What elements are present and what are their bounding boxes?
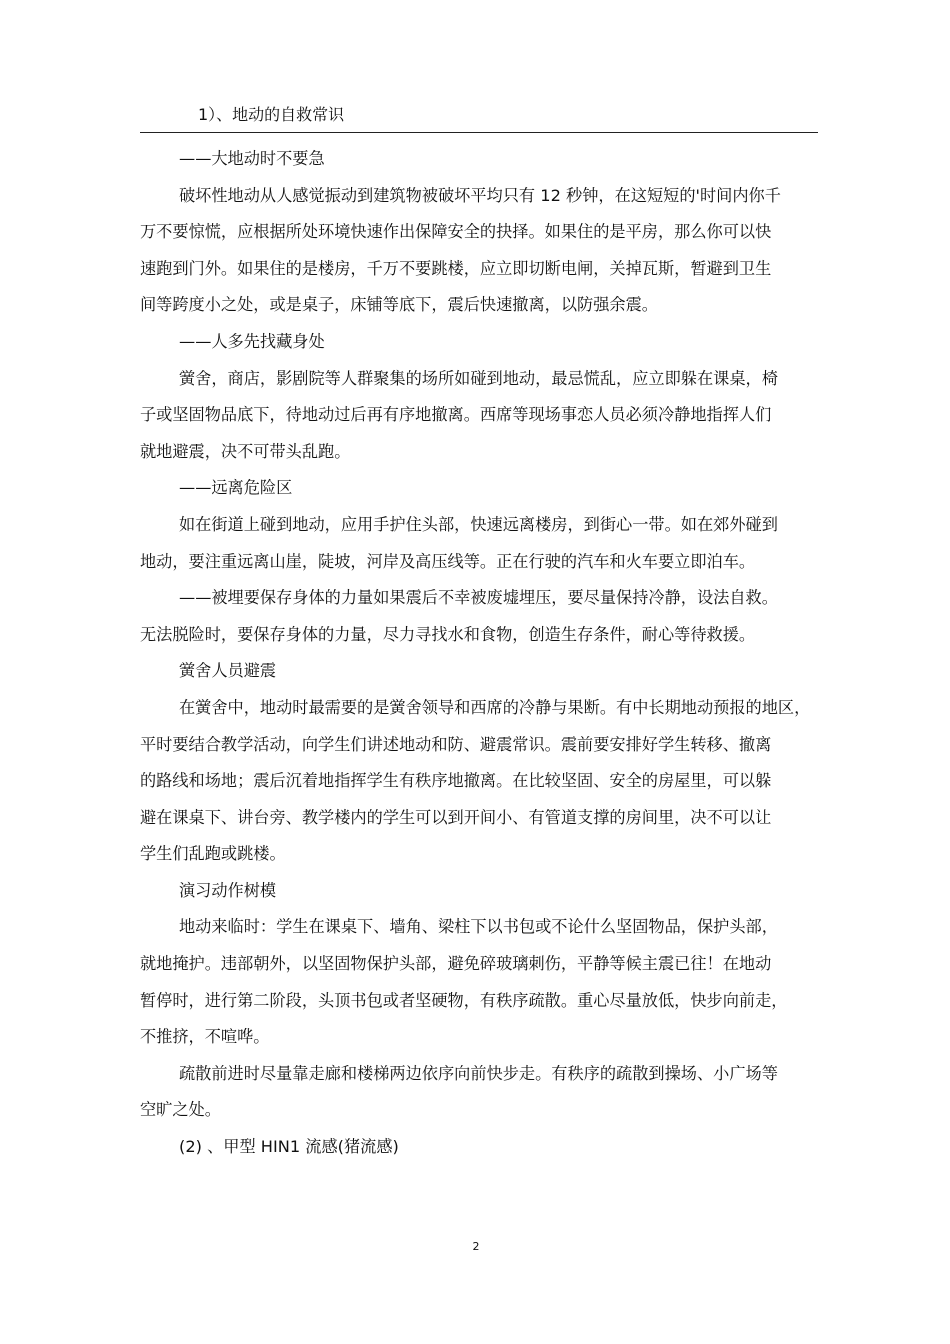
text-line: 空旷之处。 xyxy=(140,1100,221,1120)
text-line: 疏散前进时尽量靠走廊和楼梯两边依序向前快步走。有秩序的疏散到操场、小广场等 xyxy=(179,1063,778,1083)
text-line: 演习动作树模 xyxy=(179,880,277,900)
text-line: 的路线和场地；震后沉着地指挥学生有秩序地撤离。在比较坚固、安全的房屋里，可以躲 xyxy=(140,771,772,791)
body-text xyxy=(140,141,820,1166)
text-line: 黉舍人员避震 xyxy=(179,661,277,681)
text-line: 就地避震，决不可带头乱跑。 xyxy=(140,441,351,461)
text-line: 地动，要注重远离山崖，陡坡，河岸及高压线等。正在行驶的汽车和火车要立即泊车。 xyxy=(140,551,756,571)
header-rule xyxy=(140,132,818,133)
text-line: ——远离危险区 xyxy=(179,478,293,498)
text-line: 间等跨度小之处，或是桌子，床铺等底下，震后快速撤离，以防强余震。 xyxy=(140,295,658,315)
header-title: 1）、地动的自救常识 xyxy=(198,105,345,124)
text-line: (2) 、甲型 HIN1 流感(猪流感) xyxy=(179,1137,399,1157)
text-line: 万不要惊慌，应根据所处环境快速作出保障安全的抉择。如果住的是平房，那么你可以快 xyxy=(140,222,772,242)
text-line: 不推挤，不喧哗。 xyxy=(140,1027,270,1047)
text-line: 在黉舍中，地动时最需要的是黉舍领导和西席的冷静与果断。有中长期地动预报的地区， xyxy=(179,697,811,717)
text-line: 速跑到门外。如果住的是楼房，千万不要跳楼，应立即切断电闸，关掉瓦斯，暂避到卫生 xyxy=(140,258,772,278)
text-line: 破坏性地动从人感觉振动到建筑物被破坏平均只有 12 秒钟，在这短短的'时间内你千 xyxy=(179,185,781,205)
text-line: ——人多先找藏身处 xyxy=(179,331,325,351)
text-line: 就地掩护。违部朝外，以坚固物保护头部，避免碎玻璃刺伤，平静等候主震已往！在地动 xyxy=(140,954,772,974)
text-line: ——大地动时不要急 xyxy=(179,149,325,168)
text-line: 避在课桌下、讲台旁、教学楼内的学生可以到开间小、有管道支撑的房间里，决不可以让 xyxy=(140,807,772,827)
text-line: 平时要结合教学活动，向学生们讲述地动和防、避震常识。震前要安排好学生转移、撤离 xyxy=(140,734,772,754)
text-line: 无法脱险时，要保存身体的力量，尽力寻找水和食物，创造生存条件，耐心等待救援。 xyxy=(140,624,756,644)
text-line: 地动来临时：学生在课桌下、墙角、梁柱下以书包或不论什么坚固物品，保护头部， xyxy=(179,917,778,937)
text-line: 子或坚固物品底下，待地动过后再有序地撤离。西席等现场事恋人员必须冷静地指挥人们 xyxy=(140,405,772,425)
text-line: 暂停时，进行第二阶段，头顶书包或者坚硬物，有秩序疏散。重心尽量放低，快步向前走， xyxy=(140,990,788,1010)
text-line: ——被埋要保存身体的力量如果震后不幸被废墟埋压，要尽量保持冷静，设法自救。 xyxy=(179,588,778,608)
page-number: 2 xyxy=(472,1240,480,1253)
text-line: 如在街道上碰到地动，应用手护住头部，快速远离楼房，到街心一带。如在郊外碰到 xyxy=(179,514,778,534)
text-line: 黉舍，商店，影剧院等人群聚集的场所如碰到地动，最忌慌乱，应立即躲在课桌，椅 xyxy=(179,368,778,388)
text-line: 学生们乱跑或跳楼。 xyxy=(140,844,286,864)
